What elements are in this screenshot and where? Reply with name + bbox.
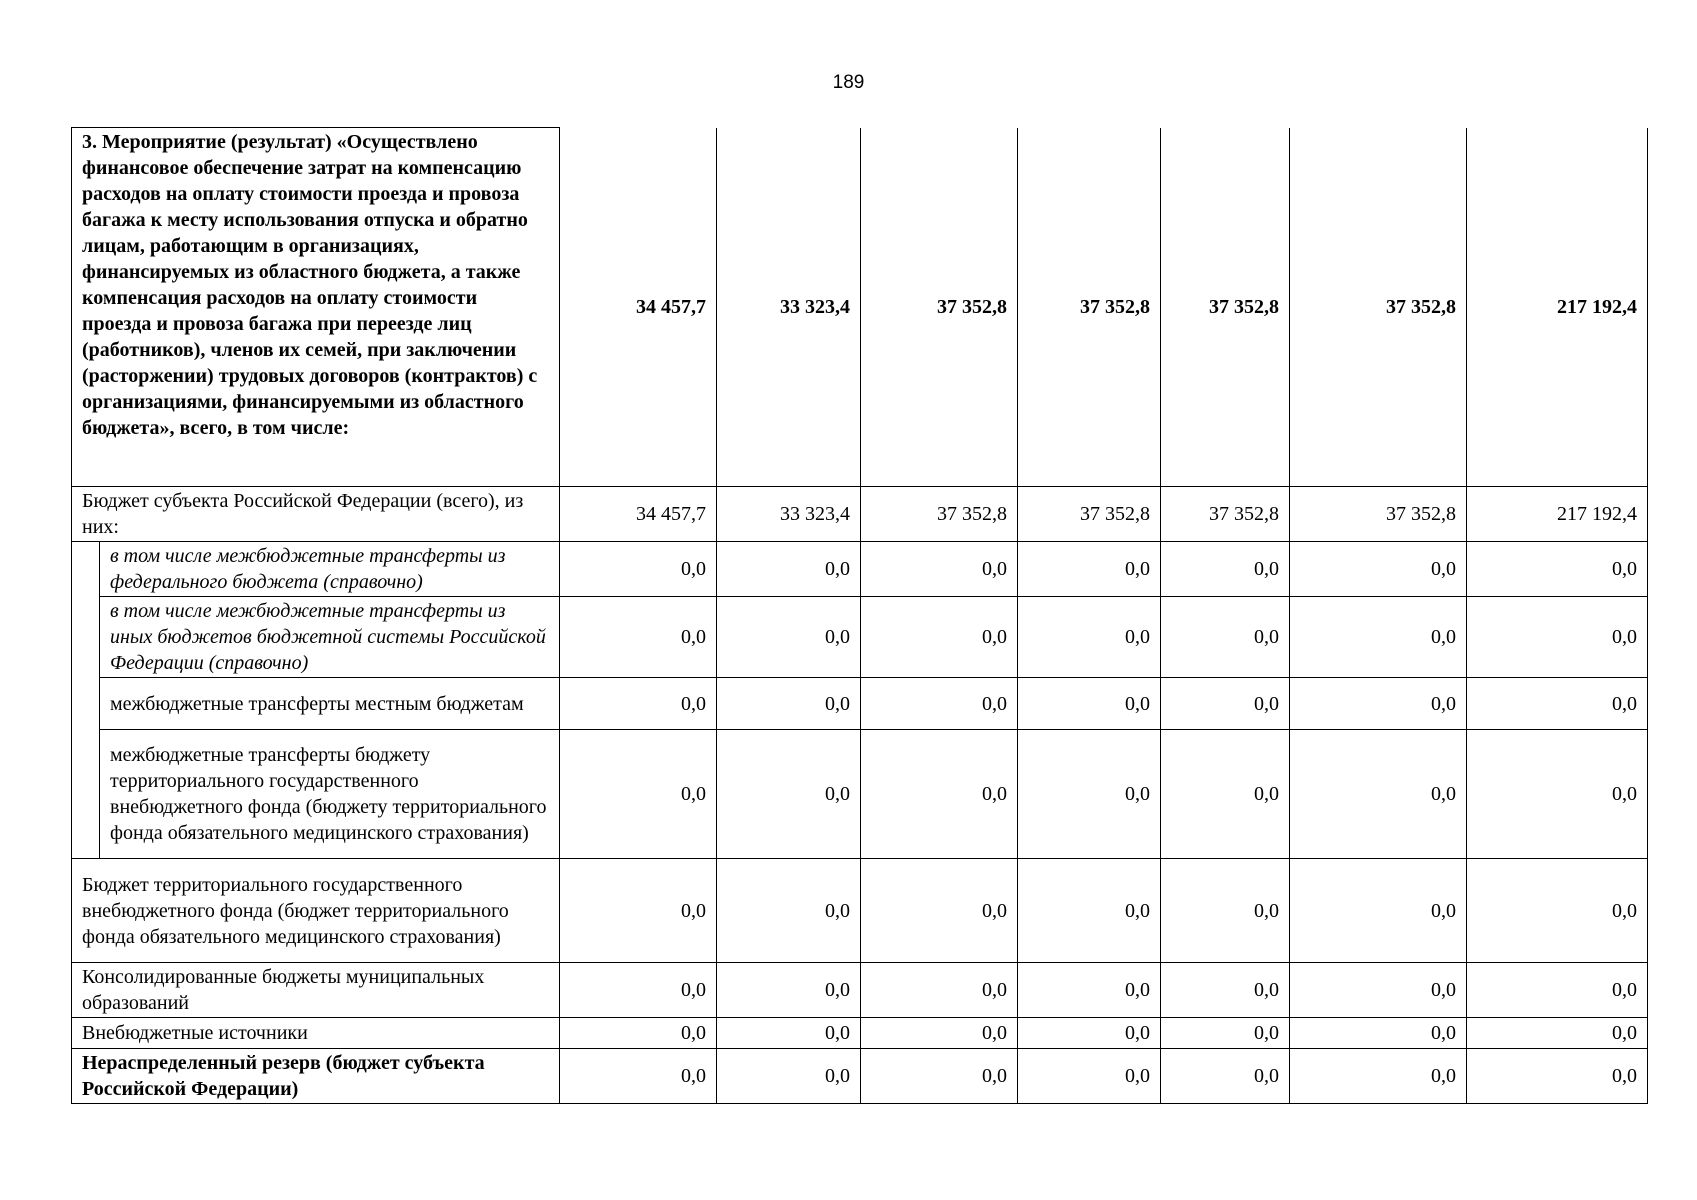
row-label: Консолидированные бюджеты муниципальных образований xyxy=(72,963,560,1018)
value-cell: 0,0 xyxy=(1161,1018,1290,1049)
value-cell: 0,0 xyxy=(1290,859,1467,963)
value-cell: 217 192,4 xyxy=(1467,487,1648,542)
value-cell: 0,0 xyxy=(717,963,861,1018)
table-row xyxy=(72,730,1648,859)
value-cell: 0,0 xyxy=(560,730,717,859)
value-cell: 0,0 xyxy=(1161,1049,1290,1104)
value-cell: 0,0 xyxy=(560,859,717,963)
value-cell: 0,0 xyxy=(1018,1049,1161,1104)
row-label: Бюджет территориального государственного внебюджетного фонда (бюджет территориального фонда обязательного медицинского страхования) xyxy=(72,859,560,963)
value-cell: 0,0 xyxy=(560,1049,717,1104)
value-cell: 33 323,4 xyxy=(717,128,861,487)
value-cell: 0,0 xyxy=(717,730,861,859)
indent-cell xyxy=(72,542,100,859)
value-cell: 0,0 xyxy=(1467,1018,1648,1049)
value-cell: 0,0 xyxy=(717,1018,861,1049)
table-row xyxy=(72,1018,1648,1049)
value-cell: 0,0 xyxy=(717,859,861,963)
value-cell: 37 352,8 xyxy=(861,128,1018,487)
table-row xyxy=(72,859,1648,963)
value-cell: 0,0 xyxy=(1467,597,1648,678)
value-cell: 0,0 xyxy=(1018,859,1161,963)
value-cell: 37 352,8 xyxy=(1018,128,1161,487)
row-label: в том числе межбюджетные трансферты из иных бюджетов бюджетной системы Российской Федерации (справочно) xyxy=(100,597,560,678)
value-cell: 0,0 xyxy=(1290,1018,1467,1049)
value-cell: 37 352,8 xyxy=(1018,487,1161,542)
value-cell: 0,0 xyxy=(1290,542,1467,597)
value-cell: 0,0 xyxy=(560,678,717,730)
value-cell: 0,0 xyxy=(1161,678,1290,730)
value-cell: 0,0 xyxy=(717,678,861,730)
financing-table xyxy=(71,127,1648,1104)
value-cell: 0,0 xyxy=(1161,542,1290,597)
table-row xyxy=(72,597,1648,678)
value-cell: 0,0 xyxy=(1467,678,1648,730)
value-cell: 0,0 xyxy=(1467,859,1648,963)
value-cell: 0,0 xyxy=(1161,597,1290,678)
value-cell: 0,0 xyxy=(560,597,717,678)
table-row xyxy=(72,963,1648,1018)
value-cell: 0,0 xyxy=(560,963,717,1018)
value-cell: 0,0 xyxy=(861,1018,1018,1049)
value-cell: 0,0 xyxy=(1018,730,1161,859)
value-cell: 0,0 xyxy=(1018,1018,1161,1049)
table-row xyxy=(72,678,1648,730)
value-cell: 0,0 xyxy=(560,542,717,597)
value-cell: 33 323,4 xyxy=(717,487,861,542)
value-cell: 34 457,7 xyxy=(560,487,717,542)
row-label: Нераспределенный резерв (бюджет субъекта Российской Федерации) xyxy=(72,1049,560,1104)
row-label: межбюджетные трансферты местным бюджетам xyxy=(100,678,560,730)
table-row xyxy=(72,1049,1648,1104)
value-cell: 0,0 xyxy=(1467,542,1648,597)
value-cell: 0,0 xyxy=(861,1049,1018,1104)
page-number: 189 xyxy=(832,72,865,93)
row-label: Бюджет субъекта Российской Федерации (всего), из них: xyxy=(72,487,560,542)
row-label: в том числе межбюджетные трансферты из федерального бюджета (справочно) xyxy=(100,542,560,597)
value-cell: 0,0 xyxy=(861,542,1018,597)
value-cell: 0,0 xyxy=(717,1049,861,1104)
value-cell: 0,0 xyxy=(861,730,1018,859)
value-cell: 37 352,8 xyxy=(1290,128,1467,487)
table-row xyxy=(72,487,1648,542)
value-cell: 0,0 xyxy=(717,542,861,597)
value-cell: 0,0 xyxy=(1018,963,1161,1018)
value-cell: 0,0 xyxy=(1290,678,1467,730)
value-cell: 0,0 xyxy=(1018,597,1161,678)
value-cell: 217 192,4 xyxy=(1467,128,1648,487)
value-cell: 0,0 xyxy=(1290,963,1467,1018)
table-row xyxy=(72,128,1648,487)
row-label: 3. Мероприятие (результат) «Осуществлено финансовое обеспечение затрат на компенсацию расходов на оплату стоимости проезда и провоза багажа к месту использования отпуска и обратно лицам, работающим в организациях, финансируемых из областного бюджета, а также компенсация расходов на оплату стоимости проезда и провоза багажа при переезде лиц (работников), членов их семей, при заключении (расторжении) трудовых договоров (контрактов) с организациями, финансируемыми из областного бюджета», всего, в том числе: xyxy=(72,128,560,487)
value-cell: 37 352,8 xyxy=(1161,128,1290,487)
value-cell: 0,0 xyxy=(1467,963,1648,1018)
value-cell: 0,0 xyxy=(1161,859,1290,963)
value-cell: 0,0 xyxy=(1290,1049,1467,1104)
value-cell: 37 352,8 xyxy=(861,487,1018,542)
value-cell: 0,0 xyxy=(560,1018,717,1049)
value-cell: 0,0 xyxy=(861,963,1018,1018)
value-cell: 0,0 xyxy=(861,678,1018,730)
value-cell: 0,0 xyxy=(1018,678,1161,730)
value-cell: 0,0 xyxy=(861,859,1018,963)
value-cell: 0,0 xyxy=(1290,597,1467,678)
value-cell: 0,0 xyxy=(1467,1049,1648,1104)
value-cell: 0,0 xyxy=(1467,730,1648,859)
row-label: межбюджетные трансферты бюджету территориального государственного внебюджетного фонда (бюджету территориального фонда обязательного медицинского страхования) xyxy=(100,730,560,859)
value-cell: 0,0 xyxy=(1161,963,1290,1018)
value-cell: 0,0 xyxy=(861,597,1018,678)
value-cell: 0,0 xyxy=(1018,542,1161,597)
value-cell: 0,0 xyxy=(1290,730,1467,859)
value-cell: 0,0 xyxy=(717,597,861,678)
value-cell: 34 457,7 xyxy=(560,128,717,487)
row-label: Внебюджетные источники xyxy=(72,1018,560,1049)
table-row xyxy=(72,542,1648,597)
value-cell: 37 352,8 xyxy=(1161,487,1290,542)
value-cell: 0,0 xyxy=(1161,730,1290,859)
value-cell: 37 352,8 xyxy=(1290,487,1467,542)
